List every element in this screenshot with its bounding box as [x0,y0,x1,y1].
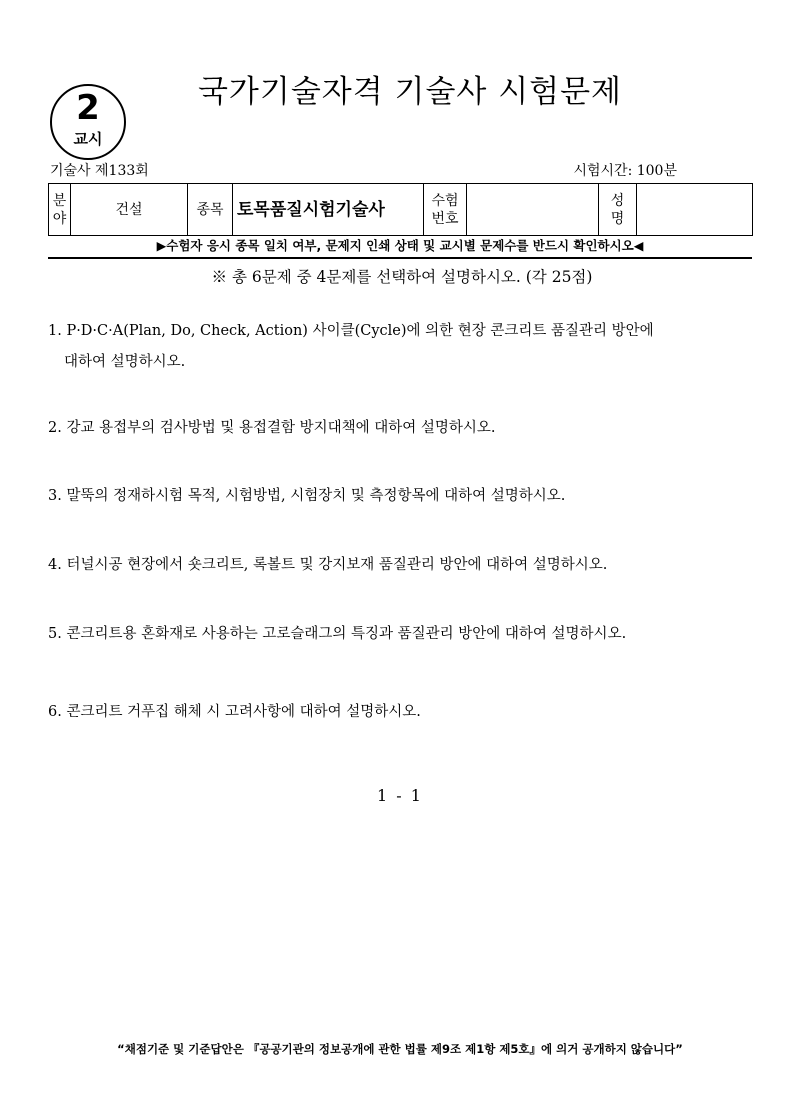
exam-info-table [48,183,753,236]
exam-number-field[interactable] [467,184,599,236]
session-number: 2 [76,88,100,128]
field-value: 건설 [71,184,188,236]
category-value: 토목품질시험기술사 [233,184,424,236]
divider [48,257,752,259]
question-item: 3. 말뚝의 정재하시험 목적, 시험방법, 시험장치 및 측정항목에 대하여 설명하시오. [48,488,566,504]
question-item: 5. 콘크리트용 혼화재로 사용하는 고로슬래그의 특징과 품질관리 방안에 대하여 설명하시오. [48,626,627,642]
page-title: 국가기술자격 기술사 시험문제 [197,74,622,110]
session-label: 교시 [73,130,103,148]
disclosure-footer: “채점기준 및 기준답안은 『공공기관의 정보공개에 관한 법률 제9조 제1항 제5호』에 의거 공개하지 않습니다” [117,1042,683,1056]
name-label: 성 명 [599,184,637,236]
question-item: 1. P·D·C·A(Plan, Do, Check, Action) 사이클(Cycle)에 의한 현장 콘크리트 품질관리 방안에 대하여 설명하시오. [48,323,654,370]
question-item: 4. 터널시공 현장에서 숏크리트, 록볼트 및 강지보재 품질관리 방안에 대하여 설명하시오. [48,557,608,573]
exam-duration: 시험시간: 100분 [573,163,677,179]
question-item: 6. 콘크리트 거푸집 해체 시 고려사항에 대하여 설명하시오. [48,704,421,720]
field-label: 분 야 [49,184,71,236]
exam-number-label: 수험 번호 [424,184,467,236]
name-field[interactable] [637,184,753,236]
session-badge [50,84,126,160]
page-number: 1 - 1 [377,786,423,805]
exam-instruction: ※ 총 6문제 중 4문제를 선택하여 설명하시오. (각 25점) [211,268,593,286]
category-label: 종목 [188,184,233,236]
exam-notice: ▶수험자 응시 종목 일치 여부, 문제지 인쇄 상태 및 교시별 문제수를 반드시 확인하시오◀ [156,238,644,253]
question-item: 2. 강교 용접부의 검사방법 및 용접결함 방지대책에 대하여 설명하시오. [48,420,496,436]
exam-type: 기술사 제133회 [50,163,149,179]
